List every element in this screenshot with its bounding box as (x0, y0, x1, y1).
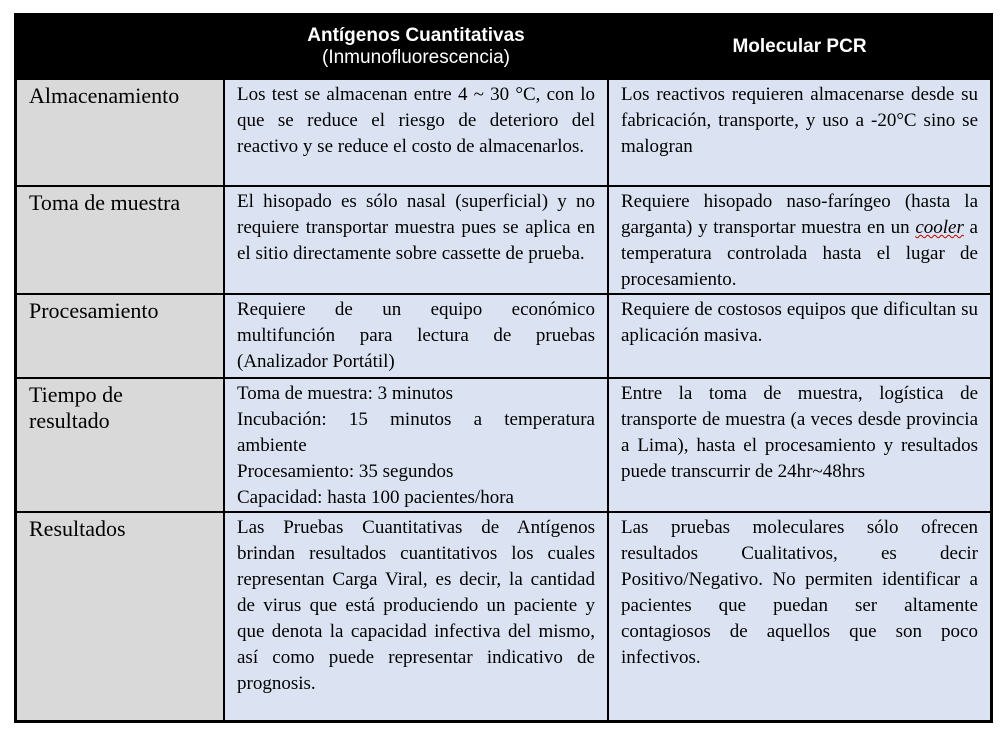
pcr-cell: Las pruebas moleculares sólo ofrecen resultados Cualitativos, es decir Positivo/Negativo. No permiten identificar a pacientes que puedan ser altamente contagiosos de aquellos que son poco infectivos. (608, 512, 991, 721)
table-row (16, 378, 991, 512)
row-label-resultados: Resultados (16, 512, 224, 721)
header-pcr-title: Molecular PCR (732, 36, 867, 57)
pcr-cell: Requiere de costosos equipos que dificultan su aplicación masiva. (608, 294, 991, 378)
antigen-line: Procesamiento: 35 segundos (237, 461, 454, 482)
header-empty-cell (16, 15, 224, 79)
header-antigen-title: Antígenos Cuantitativas (307, 25, 525, 46)
header-antigen-subtitle: (Inmunofluorescencia) (322, 47, 510, 68)
antigen-cell: Las Pruebas Cuantitativas de Antígenos brindan resultados cuantitativos los cuales representan Carga Viral, es decir, la cantidad de virus que está produciendo un paciente y que denota la capacidad infectiva del mismo, así como puede representar indicativo de prognosis. (224, 512, 608, 721)
header-pcr (608, 15, 991, 79)
antigen-cell: El hisopado es sólo nasal (superficial) y no requiere transportar muestra pues se aplica en el sitio directamente sobre cassette de prueba. (224, 186, 608, 294)
pcr-text-before: Requiere hisopado naso-faríngeo (hasta la garganta) y transportar muestra en un (621, 191, 978, 238)
antigen-line: Toma de muestra: 3 minutos (237, 383, 454, 404)
row-label-line: Tiempo de (29, 382, 123, 407)
antigen-line: Incubación: 15 minutos a temperatura ambiente (237, 409, 595, 456)
row-label-procesamiento: Procesamiento (16, 294, 224, 378)
row-label-toma-de-muestra: Toma de muestra (16, 186, 224, 294)
table-row (16, 294, 991, 378)
header-antigen (224, 15, 608, 79)
antigen-line: Capacidad: hasta 100 pacientes/hora (237, 487, 514, 508)
header-row (16, 15, 991, 79)
table-row (16, 79, 991, 186)
pcr-text-cooler: cooler (915, 217, 964, 238)
row-label-line: resultado (29, 408, 110, 433)
antigen-cell: Requiere de un equipo económico multifunción para lectura de pruebas (Analizador Portátil) (224, 294, 608, 378)
antigen-cell: Los test se almacenan entre 4 ~ 30 °C, con lo que se reduce el riesgo de deterioro del reactivo y se reduce el costo de almacenarlos. (224, 79, 608, 186)
row-label-almacenamiento: Almacenamiento (16, 79, 224, 186)
antigen-cell (224, 378, 608, 512)
table-row (16, 512, 991, 721)
pcr-cell (608, 186, 991, 294)
pcr-text-after: a temperatura controlada hasta el lugar de procesamiento. (621, 217, 978, 290)
pcr-cell: Los reactivos requieren almacenarse desde su fabricación, transporte, y uso a -20°C sino se malogran (608, 79, 991, 186)
pcr-cell: Entre la toma de muestra, logística de transporte de muestra (a veces desde provincia a Lima), hasta el procesamiento y resultados puede transcurrir de 24hr~48hrs (608, 378, 991, 512)
table-row (16, 186, 991, 294)
row-label-tiempo-de-resultado (16, 378, 224, 512)
comparison-table (14, 13, 993, 723)
